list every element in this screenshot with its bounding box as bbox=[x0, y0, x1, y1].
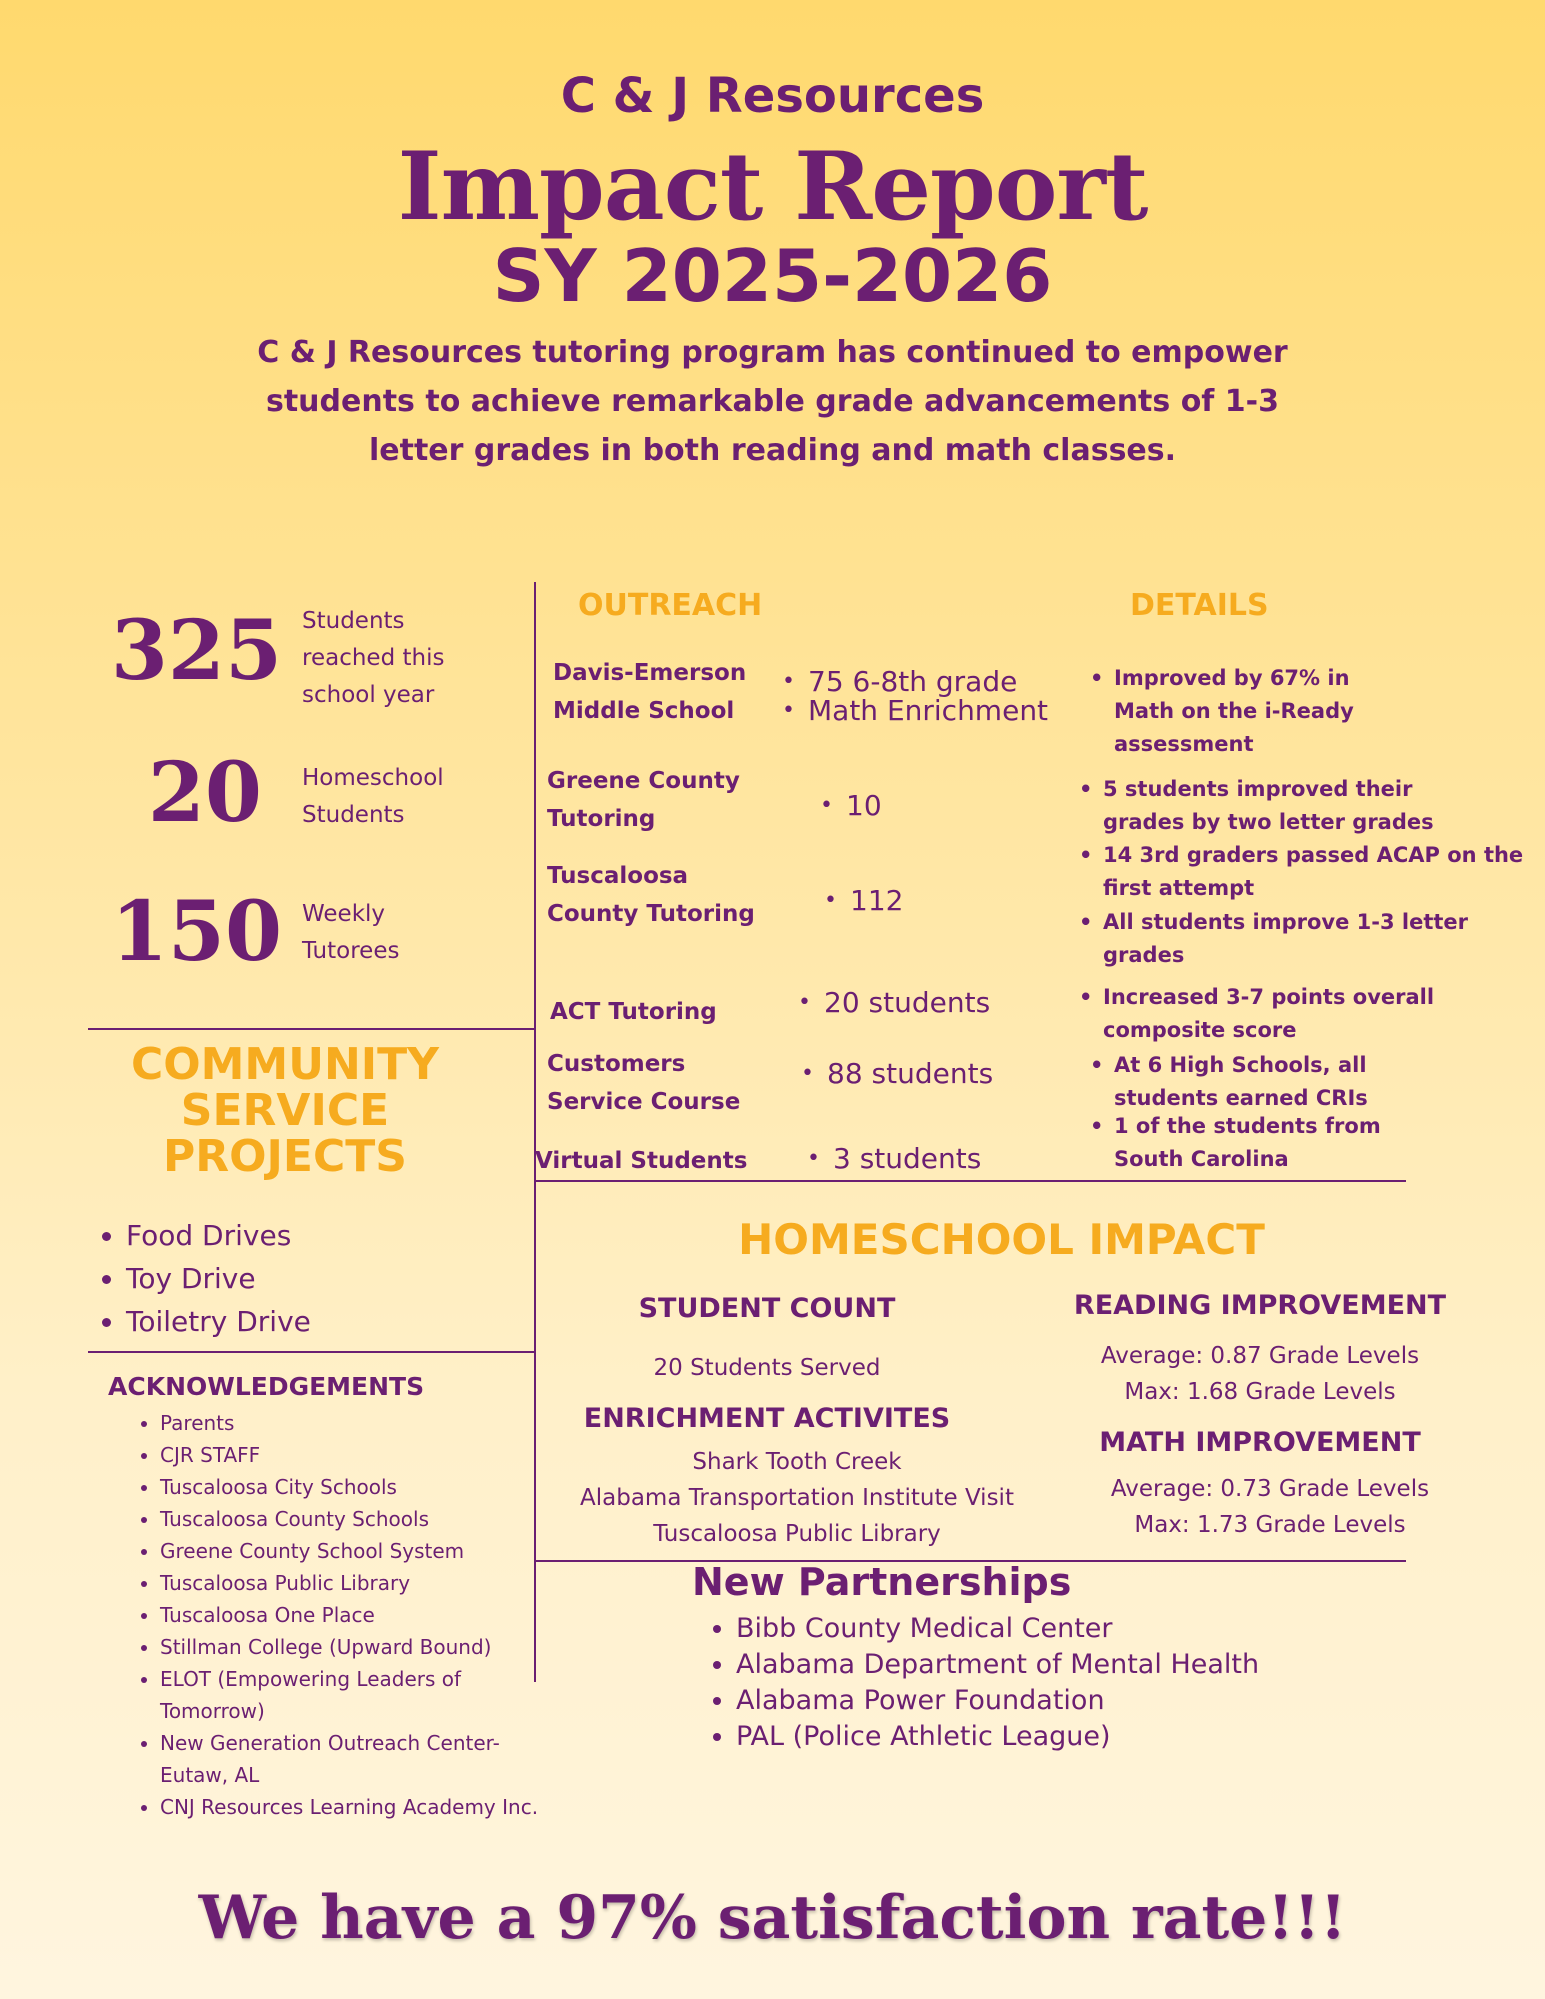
detail-item: • At 6 High Schools, all students earned CRIs bbox=[1114, 1049, 1368, 1115]
reading-average: Average: 0.87 Grade Levels bbox=[1100, 1343, 1420, 1369]
list-item: • Alabama Department of Mental Health bbox=[736, 1647, 1259, 1683]
enrichment-item: Tuscaloosa Public Library bbox=[653, 1521, 941, 1547]
stat-label-homeschool: Homeschool Students bbox=[302, 765, 444, 828]
list-item: • PAL (Police Athletic League) bbox=[736, 1719, 1259, 1755]
program-value: • Math Enrichment bbox=[782, 693, 1048, 729]
list-item: • Parents bbox=[160, 1407, 560, 1439]
list-item: • Tuscaloosa County Schools bbox=[160, 1503, 560, 1535]
list-item: • Tuscaloosa Public Library bbox=[160, 1567, 560, 1599]
list-item: • Tuscaloosa City Schools bbox=[160, 1471, 560, 1503]
list-item: • CJR STAFF bbox=[160, 1439, 560, 1471]
report-title: Impact Report bbox=[397, 132, 1148, 242]
math-heading: MATH IMPROVEMENT bbox=[1099, 1427, 1421, 1458]
partnerships-heading: New Partnerships bbox=[692, 1560, 1072, 1604]
partnerships-list bbox=[706, 1611, 1259, 1755]
list-item: • Toiletry Drive bbox=[126, 1300, 311, 1343]
list-item: • Alabama Power Foundation bbox=[736, 1683, 1259, 1719]
divider-outreach-homeschool bbox=[534, 1180, 1406, 1182]
intro-paragraph: C & J Resources tutoring program has continued to empower students to achieve remarkable grade advancements of 1-3 letter grades in both reading and math classes. bbox=[257, 335, 1288, 468]
satisfaction-banner: We have a 97% satisfaction rate!!! bbox=[198, 1883, 1347, 1953]
detail-item: • 5 students improved their grades by two letter grades bbox=[1103, 773, 1434, 839]
enrichment-item: Shark Tooth Creek bbox=[692, 1449, 902, 1475]
stat-number-homeschool: 20 bbox=[147, 745, 262, 841]
program-name: ACT Tutoring bbox=[550, 999, 717, 1025]
org-name: C & J Resources bbox=[560, 68, 985, 124]
reading-heading: READING IMPROVEMENT bbox=[1073, 1290, 1447, 1321]
stat-label-students: Students reached this school year bbox=[302, 608, 445, 708]
program-value: • 88 students bbox=[801, 1056, 993, 1092]
list-item: • Tuscaloosa One Place bbox=[160, 1599, 560, 1631]
enrichment-heading: ENRICHMENT ACTIVITES bbox=[583, 1403, 951, 1434]
student-count-text: 20 Students Served bbox=[653, 1355, 881, 1381]
list-item: • Stillman College (Upward Bound) bbox=[160, 1631, 560, 1663]
report-year: SY 2025-2026 bbox=[492, 234, 1053, 318]
program-value: • 112 bbox=[824, 883, 903, 919]
details-heading: DETAILS bbox=[1130, 588, 1269, 623]
reading-max: Max: 1.68 Grade Levels bbox=[1124, 1379, 1396, 1405]
detail-item: • 14 3rd graders passed ACAP on the first attempt bbox=[1103, 839, 1523, 905]
list-item: • ELOT (Empowering Leaders of Tomorrow) bbox=[160, 1663, 560, 1727]
community-service-heading: COMMUNITY SERVICE PROJECTS bbox=[130, 1039, 440, 1182]
detail-item: • Increased 3-7 points overall composite score bbox=[1103, 981, 1434, 1047]
detail-item: • Improved by 67% in Math on the i-Ready assessment bbox=[1114, 662, 1354, 761]
stat-number-weekly: 150 bbox=[110, 884, 282, 980]
stat-label-weekly: Weekly Tutorees bbox=[302, 901, 400, 964]
outreach-heading: OUTREACH bbox=[578, 588, 763, 623]
program-name: Greene County Tutoring bbox=[547, 768, 740, 832]
detail-item: • 1 of the students from South Carolina bbox=[1114, 1110, 1381, 1176]
enrichment-item: Alabama Transportation Institute Visit bbox=[580, 1485, 1014, 1511]
program-name: Davis-Emerson Middle School bbox=[553, 660, 747, 724]
detail-item: • All students improve 1-3 letter grades bbox=[1103, 906, 1468, 972]
program-value: • 75 6-8th grade bbox=[782, 664, 1017, 700]
stat-number-students: 325 bbox=[110, 603, 282, 699]
list-item: • New Generation Outreach Center-Eutaw, AL bbox=[160, 1727, 560, 1791]
program-name: Virtual Students bbox=[535, 1148, 748, 1174]
list-item: • Greene County School System bbox=[160, 1535, 560, 1567]
program-name: Customers Service Course bbox=[547, 1051, 741, 1115]
math-max: Max: 1.73 Grade Levels bbox=[1134, 1512, 1406, 1538]
math-average: Average: 0.73 Grade Levels bbox=[1110, 1476, 1430, 1502]
acknowledgements-heading: ACKNOWLEDGEMENTS bbox=[108, 1372, 425, 1401]
community-service-list bbox=[96, 1214, 311, 1343]
homeschool-heading: HOMESCHOOL IMPACT bbox=[738, 1215, 1265, 1264]
list-item: • CNJ Resources Learning Academy Inc. bbox=[160, 1791, 560, 1823]
list-item: • Food Drives bbox=[126, 1214, 311, 1257]
program-value: • 20 students bbox=[798, 985, 990, 1021]
program-name: Tuscaloosa County Tutoring bbox=[547, 863, 755, 927]
list-item: • Toy Drive bbox=[126, 1257, 311, 1300]
student-count-heading: STUDENT COUNT bbox=[638, 1293, 896, 1324]
list-item: • Bibb County Medical Center bbox=[736, 1611, 1259, 1647]
divider-community-ack bbox=[88, 1351, 534, 1353]
program-value: • 10 bbox=[820, 788, 882, 824]
program-value: • 3 students bbox=[807, 1141, 981, 1177]
divider-stats-community bbox=[88, 1028, 534, 1030]
acknowledgements-list bbox=[130, 1407, 560, 1823]
